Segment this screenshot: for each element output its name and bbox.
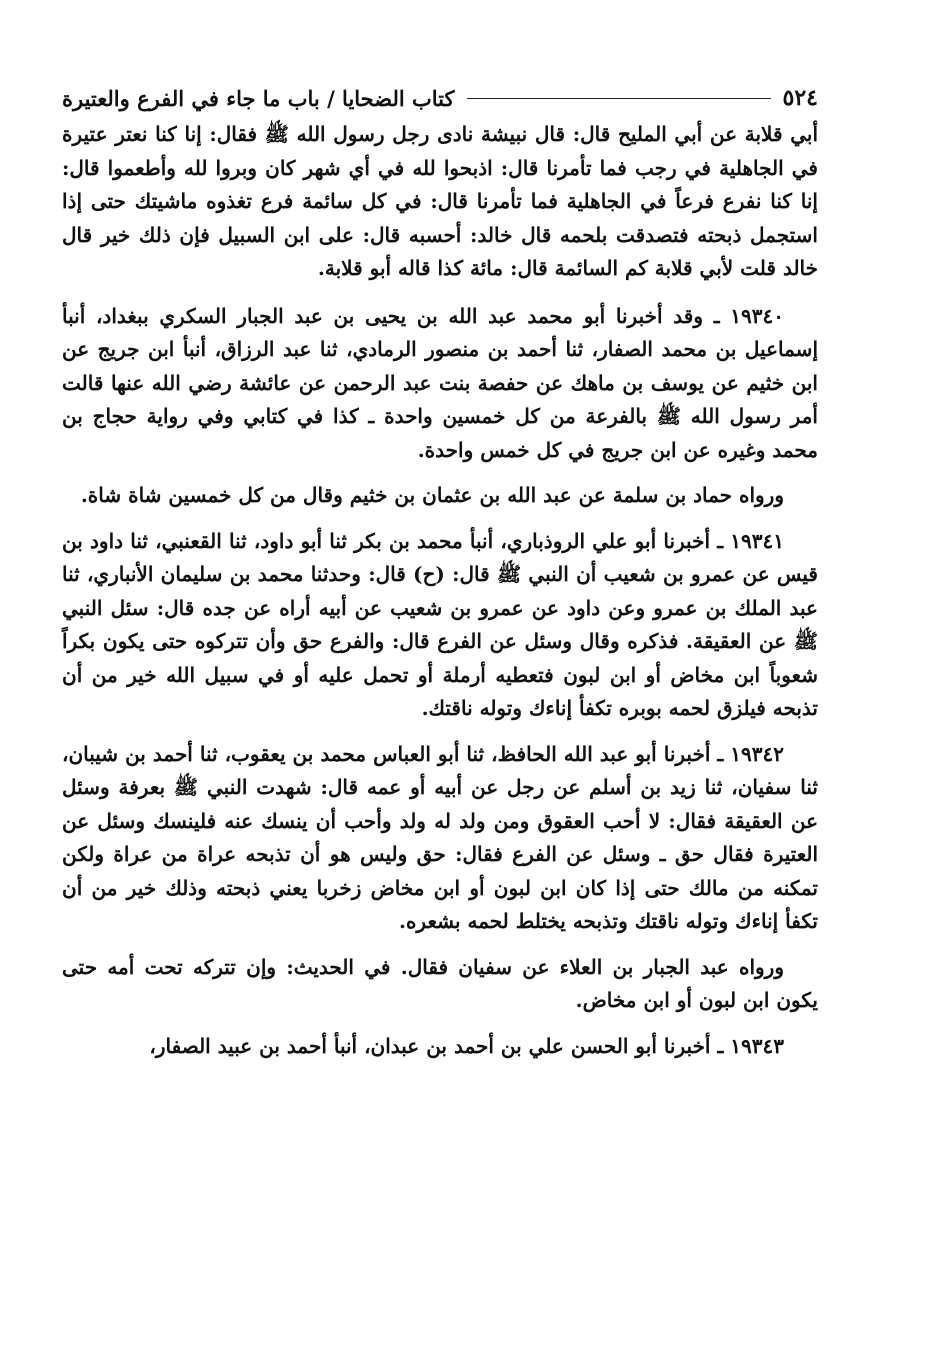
paragraph-continuation: أبي قلابة عن أبي المليح قال: قال نبيشة نادى رجل رسول الله ﷺ فقال: إنا كنا نعتر عتيرة في الجاهلية في رجب فما تأمرنا قال: اذبحوا لله في أي شهر كان وبروا لله وأطعموا قال: إنا كنا نفرع فرعاً في الجاهلية فما تأمرنا قال: في كل سائمة فرع تغذوه ماشيتك حتى إذا استجمل ذبحته فتصدقت بلحمه قال خالد: أحسبه قال: على ابن السبيل فإن ذلك خير قال خالد قلت لأبي قلابة كم السائمة قال: مائة كذا قاله أبو قلابة. [62, 122, 818, 280]
paragraph-riwaya-abduljabbar: ورواه عبد الجبار بن العلاء عن سفيان فقال. في الحديث: وإن تتركه تحت أمه حتى يكون ابن لبون أو ابن مخاض. [62, 954, 818, 1012]
paragraph-riwaya-hammad: ورواه حماد بن سلمة عن عبد الله بن عثمان بن خثيم وقال من كل خمسين شاة شاة. [80, 483, 784, 507]
document-page [62, 80, 818, 1340]
page-body [62, 118, 818, 1063]
header-title: كتاب الضحايا / باب ما جاء في الفرع والعتيرة [62, 85, 455, 111]
page-number: ٥٢٤ [782, 85, 818, 111]
paragraph-hadith-19343: ١٩٣٤٣ ـ أخبرنا أبو الحسن علي بن أحمد بن عبدان، أنبأ أحمد بن عبيد الصفار، [149, 1033, 784, 1058]
paragraph-hadith-19341: ١٩٣٤١ ـ أخبرنا أبو علي الروذباري، أنبأ محمد بن بكر ثنا أبو داود، ثنا القعنبي، ثنا داود بن قيس عن عمرو بن شعيب أن النبي ﷺ قال: (ح) قال: وحدثنا محمد بن سليمان الأنباري، ثنا عبد الملك بن عمرو وعن داود عن عمرو بن شعيب عن أبيه أراه عن جده قال: سئل النبي ﷺ عن العقيقة. فذكره وقال وسئل عن الفرع قال: والفرع حق وأن تتركوه حتى يكون بكراً شعوباً ابن مخاض أو ابن لبون فتعطيه أرملة أو تحمل عليه أو في سبيل الله خير من أن تذبحه فيلزق لحمه بوبره تكفأ إناءك وتوله ناقتك. [62, 528, 818, 720]
running-header [62, 80, 818, 116]
header-rule [467, 98, 771, 99]
paragraph-hadith-19342: ١٩٣٤٢ ـ أخبرنا أبو عبد الله الحافظ، ثنا أبو العباس محمد بن يعقوب، ثنا أحمد بن شيبان، ثنا سفيان، ثنا زيد بن أسلم عن رجل عن أبيه أو عمه قال: شهدت النبي ﷺ بعرفة وسئل عن العقيقة فقال: لا أحب العقوق ومن ولد له ولد وأحب أن ينسك عنه فلينسك وسئل عن العتيرة فقال حق ـ وسئل عن الفرع فقال: حق وليس هو أن تذبحه عراة من عراة ولكن تمكنه من مالك حتى إذا كان ابن لبون أو ابن مخاض زخربا يعني ذبحته وذلك خير من أن تكفأ إناءك وتوله ناقتك وتذبحه يختلط لحمه بشعره. [62, 741, 818, 933]
paragraph-hadith-19340: ١٩٣٤٠ ـ وقد أخبرنا أبو محمد عبد الله بن يحيى بن عبد الجبار السكري ببغداد، أنبأ إسماعيل بن محمد الصفار، ثنا أحمد بن منصور الرمادي، ثنا عبد الرزاق، أنبأ ابن جريج عن ابن خثيم عن يوسف بن ماهك عن حفصة بنت عبد الرحمن عن عائشة رضي الله عنها قالت أمر رسول الله ﷺ بالفرعة من كل خمسين واحدة ـ كذا في كتابي وفي رواية حجاج بن محمد وغيره عن ابن جريج في كل خمس واحدة. [62, 303, 819, 462]
